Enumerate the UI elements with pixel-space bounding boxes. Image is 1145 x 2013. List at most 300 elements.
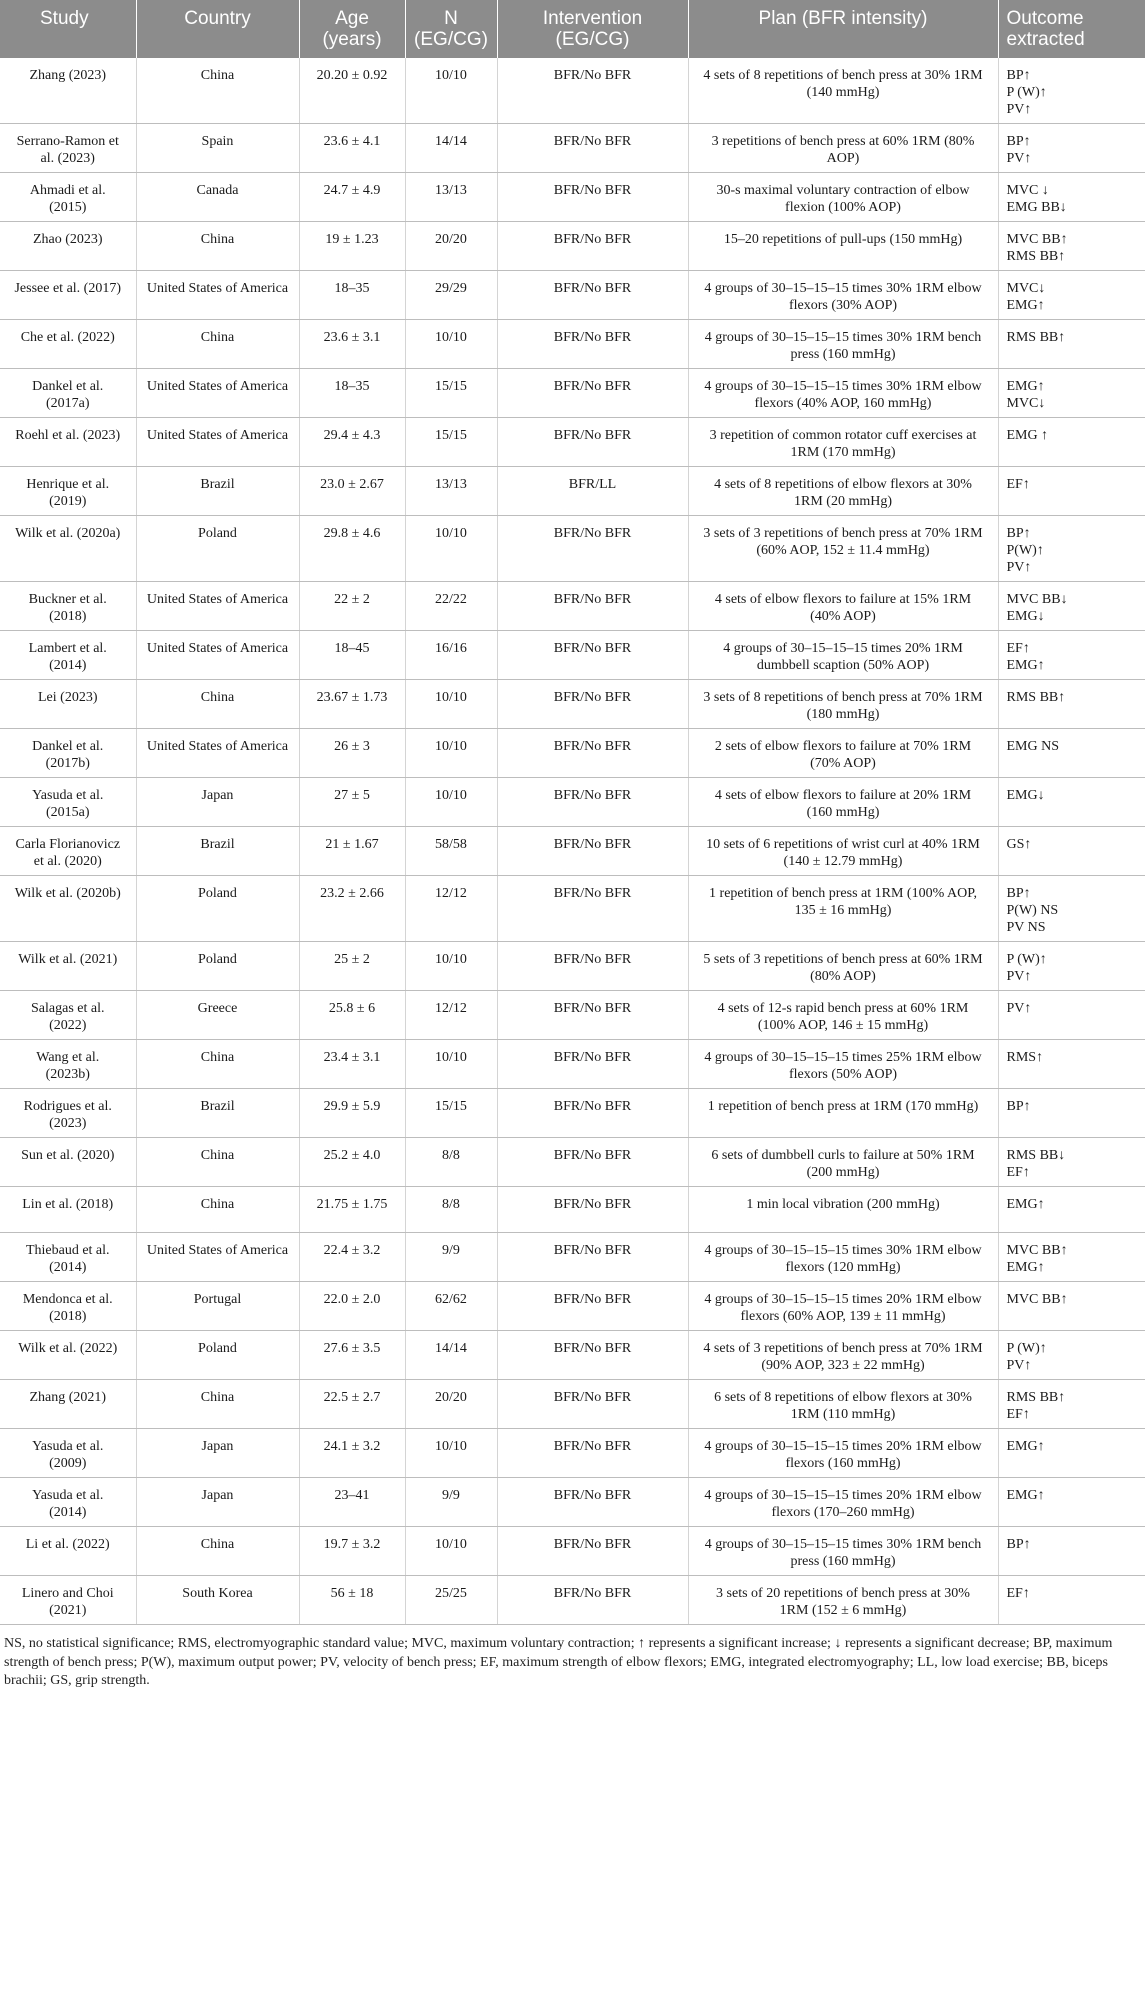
cell-age-text: 23–41	[334, 1488, 370, 1503]
cell-study-text: Carla Florianovicz et al. (2020)	[15, 837, 121, 869]
cell-intervention	[497, 369, 688, 418]
cell-intervention-text: BFR/No BFR	[553, 281, 632, 296]
header-row	[0, 0, 1145, 58]
cell-n-text: 10/10	[435, 1439, 467, 1454]
cell-n	[405, 516, 497, 582]
cell-intervention-text: BFR/No BFR	[553, 690, 632, 705]
cell-n	[405, 582, 497, 631]
cell-n	[405, 1429, 497, 1478]
cell-n-text: 58/58	[435, 837, 467, 852]
cell-intervention-text: BFR/No BFR	[553, 1050, 632, 1065]
header-outcome: Outcome extracted	[998, 0, 1145, 58]
cell-age	[299, 320, 405, 369]
cell-country-text: China	[200, 1537, 235, 1552]
cell-plan-text: 4 sets of 8 repetitions of bench press at 30% 1RM (140 mmHg)	[703, 68, 983, 100]
cell-intervention	[497, 1089, 688, 1138]
cell-n	[405, 467, 497, 516]
cell-country	[136, 58, 299, 124]
cell-outcome-text: RMS BB↑	[1006, 690, 1066, 705]
cell-country	[136, 1576, 299, 1625]
cell-study-text: Roehl et al. (2023)	[15, 428, 121, 443]
cell-n	[405, 222, 497, 271]
cell-n-text: 13/13	[435, 477, 467, 492]
cell-age	[299, 124, 405, 173]
cell-age	[299, 1429, 405, 1478]
cell-age	[299, 1331, 405, 1380]
cell-outcome	[998, 1040, 1145, 1089]
cell-outcome-text: EMG↑	[1006, 1197, 1045, 1212]
cell-intervention-text: BFR/LL	[568, 477, 617, 492]
cell-country	[136, 1187, 299, 1233]
cell-outcome-text: BP↑ P(W)↑ PV↑	[1006, 526, 1044, 575]
cell-intervention	[497, 778, 688, 827]
cell-outcome	[998, 582, 1145, 631]
cell-study	[0, 320, 136, 369]
cell-plan	[688, 680, 998, 729]
cell-age-text: 24.1 ± 3.2	[323, 1439, 381, 1454]
cell-intervention-text: BFR/No BFR	[553, 1586, 632, 1601]
cell-country-text: China	[200, 68, 235, 83]
header-n: N (EG/CG)	[405, 0, 497, 58]
cell-country-text: China	[200, 330, 235, 345]
cell-age-text: 23.6 ± 4.1	[323, 134, 381, 149]
cell-intervention-text: BFR/No BFR	[553, 1439, 632, 1454]
table-row	[0, 729, 1145, 778]
cell-outcome	[998, 369, 1145, 418]
cell-country	[136, 631, 299, 680]
cell-intervention-text: BFR/No BFR	[553, 1292, 632, 1307]
cell-n	[405, 942, 497, 991]
cell-study	[0, 582, 136, 631]
cell-study	[0, 222, 136, 271]
cell-country-text: Brazil	[200, 477, 235, 492]
cell-age-text: 26 ± 3	[334, 739, 370, 754]
cell-country	[136, 222, 299, 271]
cell-intervention	[497, 1187, 688, 1233]
cell-study-text: Thiebaud et al. (2014)	[25, 1243, 110, 1275]
cell-plan-text: 10 sets of 6 repetitions of wrist curl at 40% 1RM (140 ± 12.79 mmHg)	[706, 837, 980, 869]
cell-study	[0, 942, 136, 991]
cell-age-text: 25.8 ± 6	[328, 1001, 376, 1016]
cell-n-text: 16/16	[435, 641, 467, 656]
cell-n	[405, 1478, 497, 1527]
cell-intervention	[497, 1380, 688, 1429]
cell-outcome-text: MVC ↓ EMG BB↓	[1006, 183, 1067, 215]
cell-n-text: 14/14	[435, 134, 467, 149]
cell-intervention-text: BFR/No BFR	[553, 1488, 632, 1503]
cell-n-text: 9/9	[442, 1243, 460, 1258]
cell-age-text: 56 ± 18	[330, 1586, 374, 1601]
cell-n	[405, 320, 497, 369]
cell-country-text: United States of America	[146, 592, 289, 607]
cell-n-text: 20/20	[435, 1390, 467, 1405]
cell-plan	[688, 1187, 998, 1233]
cell-n-text: 15/15	[435, 1099, 467, 1114]
cell-outcome-text: GS↑	[1006, 837, 1032, 852]
table-footnote: NS, no statistical significance; RMS, electromyographic standard value; MVC, maximum voluntary contraction; ↑ represents a significant increase; ↓ represents a significant decrease; BP, maximum strength of bench press; P(W), maximum output power; PV, velocity of bench press; EF, maximum strength of elbow flexors; EMG, integrated electromyography; LL, low load exercise; BB, biceps brachii; GS, grip strength.	[4, 1636, 1113, 1688]
cell-n	[405, 1040, 497, 1089]
cell-n-text: 10/10	[435, 690, 467, 705]
cell-study	[0, 271, 136, 320]
cell-country-text: Poland	[198, 526, 237, 541]
cell-outcome	[998, 124, 1145, 173]
cell-age-text: 29.9 ± 5.9	[323, 1099, 381, 1114]
cell-country-text: United States of America	[146, 379, 289, 394]
cell-outcome-text: RMS BB↑	[1006, 330, 1066, 345]
cell-study-text: Sun et al. (2020)	[21, 1148, 115, 1163]
cell-study-text: Lambert et al. (2014)	[28, 641, 107, 673]
cell-outcome-text: BP↑ PV↑	[1006, 134, 1032, 166]
cell-age-text: 23.6 ± 3.1	[323, 330, 381, 345]
cell-n-text: 10/10	[435, 1537, 467, 1552]
table-row	[0, 582, 1145, 631]
cell-n-text: 12/12	[435, 1001, 467, 1016]
cell-study	[0, 1331, 136, 1380]
cell-plan-text: 3 repetitions of bench press at 60% 1RM (80% AOP)	[711, 134, 975, 166]
cell-intervention	[497, 124, 688, 173]
table-row	[0, 418, 1145, 467]
cell-outcome	[998, 876, 1145, 942]
cell-age-text: 18–35	[334, 281, 370, 296]
cell-age-text: 21 ± 1.67	[325, 837, 379, 852]
cell-plan	[688, 124, 998, 173]
cell-study-text: Ahmadi et al. (2015)	[29, 183, 106, 215]
cell-intervention-text: BFR/No BFR	[553, 1243, 632, 1258]
cell-country	[136, 1282, 299, 1331]
cell-study	[0, 1187, 136, 1233]
cell-age-text: 19.7 ± 3.2	[323, 1537, 381, 1552]
cell-n-text: 10/10	[435, 739, 467, 754]
cell-country-text: South Korea	[182, 1586, 253, 1601]
cell-country	[136, 827, 299, 876]
cell-intervention-text: BFR/No BFR	[553, 1148, 632, 1163]
cell-intervention-text: BFR/No BFR	[553, 1001, 632, 1016]
cell-age-text: 22 ± 2	[334, 592, 370, 607]
cell-country-text: Poland	[198, 952, 237, 967]
cell-study	[0, 680, 136, 729]
cell-country	[136, 1233, 299, 1282]
table-row	[0, 1527, 1145, 1576]
cell-n-text: 15/15	[435, 428, 467, 443]
cell-study-text: Dankel et al. (2017b)	[32, 739, 104, 771]
cell-intervention	[497, 1040, 688, 1089]
cell-age-text: 19 ± 1.23	[325, 232, 379, 247]
table-row	[0, 876, 1145, 942]
cell-study-text: Mendonca et al. (2018)	[22, 1292, 113, 1324]
cell-intervention-text: BFR/No BFR	[553, 1390, 632, 1405]
cell-study	[0, 1089, 136, 1138]
table-header	[0, 0, 1145, 58]
cell-study	[0, 1380, 136, 1429]
cell-country-text: China	[200, 1197, 235, 1212]
cell-country	[136, 991, 299, 1040]
cell-n	[405, 1282, 497, 1331]
cell-plan	[688, 58, 998, 124]
cell-intervention	[497, 729, 688, 778]
cell-study	[0, 369, 136, 418]
cell-country	[136, 1138, 299, 1187]
cell-intervention	[497, 680, 688, 729]
cell-outcome	[998, 680, 1145, 729]
cell-age-text: 18–45	[334, 641, 370, 656]
cell-country-text: Poland	[198, 886, 237, 901]
cell-intervention-text: BFR/No BFR	[553, 68, 632, 83]
cell-n-text: 10/10	[435, 526, 467, 541]
cell-plan-text: 3 sets of 20 repetitions of bench press at 30% 1RM (152 ± 6 mmHg)	[716, 1586, 970, 1618]
table-row	[0, 991, 1145, 1040]
cell-intervention-text: BFR/No BFR	[553, 952, 632, 967]
cell-intervention	[497, 582, 688, 631]
cell-outcome	[998, 942, 1145, 991]
cell-n	[405, 58, 497, 124]
cell-age-text: 23.4 ± 3.1	[323, 1050, 381, 1065]
cell-n	[405, 1187, 497, 1233]
cell-study-text: Che et al. (2022)	[20, 330, 115, 345]
cell-n	[405, 369, 497, 418]
table-row	[0, 124, 1145, 173]
cell-n-text: 10/10	[435, 330, 467, 345]
cell-intervention-text: BFR/No BFR	[553, 1197, 632, 1212]
cell-country-text: United States of America	[146, 641, 289, 656]
cell-intervention	[497, 1138, 688, 1187]
cell-age-text: 22.5 ± 2.7	[323, 1390, 381, 1405]
cell-n-text: 62/62	[435, 1292, 467, 1307]
cell-n-text: 25/25	[435, 1586, 467, 1601]
cell-plan-text: 4 groups of 30–15–15–15 times 20% 1RM elbow flexors (170–260 mmHg)	[704, 1488, 982, 1520]
cell-age-text: 23.0 ± 2.67	[320, 477, 384, 492]
cell-country-text: Poland	[198, 1341, 237, 1356]
cell-plan	[688, 1089, 998, 1138]
cell-country	[136, 173, 299, 222]
cell-study-text: Wang et al. (2023b)	[36, 1050, 100, 1082]
cell-plan-text: 4 sets of 12-s rapid bench press at 60% 1RM (100% AOP, 146 ± 15 mmHg)	[717, 1001, 969, 1033]
cell-country-text: United States of America	[146, 739, 289, 754]
cell-age	[299, 1187, 405, 1233]
cell-n-text: 9/9	[442, 1488, 460, 1503]
cell-plan	[688, 778, 998, 827]
cell-age	[299, 467, 405, 516]
cell-age	[299, 516, 405, 582]
cell-n	[405, 124, 497, 173]
table-row	[0, 1429, 1145, 1478]
cell-intervention-text: BFR/No BFR	[553, 1341, 632, 1356]
cell-plan-text: 4 sets of 8 repetitions of elbow flexors at 30% 1RM (20 mmHg)	[714, 477, 972, 509]
cell-n-text: 10/10	[435, 1050, 467, 1065]
cell-outcome	[998, 1331, 1145, 1380]
cell-outcome	[998, 631, 1145, 680]
cell-intervention	[497, 1527, 688, 1576]
cell-outcome	[998, 222, 1145, 271]
cell-country-text: China	[200, 1050, 235, 1065]
cell-intervention-text: BFR/No BFR	[553, 837, 632, 852]
cell-plan-text: 3 repetition of common rotator cuff exercises at 1RM (170 mmHg)	[709, 428, 977, 460]
cell-plan-text: 4 groups of 30–15–15–15 times 30% 1RM elbow flexors (30% AOP)	[704, 281, 982, 313]
cell-outcome-text: PV↑	[1006, 1001, 1032, 1016]
table-row	[0, 1089, 1145, 1138]
table-body	[0, 58, 1145, 1625]
cell-study	[0, 991, 136, 1040]
cell-study	[0, 1478, 136, 1527]
table-row	[0, 1576, 1145, 1625]
cell-plan-text: 4 groups of 30–15–15–15 times 20% 1RM elbow flexors (60% AOP, 139 ± 11 mmHg)	[704, 1292, 982, 1324]
cell-intervention-text: BFR/No BFR	[553, 330, 632, 345]
cell-study	[0, 729, 136, 778]
cell-n-text: 22/22	[435, 592, 467, 607]
cell-study	[0, 778, 136, 827]
cell-country	[136, 1380, 299, 1429]
table-row	[0, 516, 1145, 582]
cell-study	[0, 1429, 136, 1478]
header-country: Country	[136, 0, 299, 58]
cell-study	[0, 876, 136, 942]
cell-outcome-text: EF↑	[1006, 477, 1030, 492]
cell-country-text: Brazil	[200, 837, 235, 852]
cell-country-text: United States of America	[146, 1243, 289, 1258]
cell-intervention	[497, 222, 688, 271]
cell-outcome	[998, 58, 1145, 124]
cell-plan	[688, 1040, 998, 1089]
cell-n	[405, 680, 497, 729]
cell-intervention	[497, 173, 688, 222]
cell-outcome-text: P (W)↑ PV↑	[1006, 1341, 1047, 1373]
cell-age-text: 21.75 ± 1.75	[316, 1197, 388, 1212]
cell-study-text: Li et al. (2022)	[25, 1537, 110, 1552]
cell-age-text: 22.0 ± 2.0	[323, 1292, 381, 1307]
table-row	[0, 631, 1145, 680]
cell-study-text: Lei (2023)	[38, 690, 98, 705]
cell-outcome-text: MVC BB↓ EMG↓	[1006, 592, 1068, 624]
cell-n	[405, 418, 497, 467]
cell-study-text: Serrano-Ramon et al. (2023)	[16, 134, 119, 166]
table-row	[0, 1187, 1145, 1233]
cell-study	[0, 173, 136, 222]
cell-intervention	[497, 1576, 688, 1625]
cell-country-text: Spain	[201, 134, 234, 149]
cell-age	[299, 631, 405, 680]
cell-n-text: 29/29	[435, 281, 467, 296]
cell-n	[405, 1331, 497, 1380]
cell-outcome	[998, 1576, 1145, 1625]
cell-plan-text: 6 sets of dumbbell curls to failure at 50% 1RM (200 mmHg)	[711, 1148, 975, 1180]
cell-n	[405, 778, 497, 827]
cell-country	[136, 271, 299, 320]
cell-n-text: 10/10	[435, 952, 467, 967]
cell-study-text: Linero and Choi (2021)	[21, 1586, 114, 1618]
cell-outcome-text: EMG ↑	[1006, 428, 1049, 443]
cell-intervention	[497, 1331, 688, 1380]
cell-age-text: 20.20 ± 0.92	[316, 68, 388, 83]
cell-age	[299, 271, 405, 320]
cell-plan-text: 4 groups of 30–15–15–15 times 30% 1RM elbow flexors (120 mmHg)	[704, 1243, 982, 1275]
header-plan: Plan (BFR intensity)	[688, 0, 998, 58]
cell-outcome	[998, 418, 1145, 467]
cell-intervention-text: BFR/No BFR	[553, 739, 632, 754]
cell-n	[405, 1380, 497, 1429]
cell-country	[136, 1478, 299, 1527]
table-row	[0, 942, 1145, 991]
cell-n	[405, 1089, 497, 1138]
cell-plan	[688, 942, 998, 991]
cell-age-text: 25 ± 2	[334, 952, 370, 967]
cell-age	[299, 1576, 405, 1625]
cell-intervention	[497, 271, 688, 320]
cell-intervention-text: BFR/No BFR	[553, 134, 632, 149]
cell-n-text: 12/12	[435, 886, 467, 901]
cell-plan-text: 4 sets of 3 repetitions of bench press at 70% 1RM (90% AOP, 323 ± 22 mmHg)	[703, 1341, 983, 1373]
cell-age	[299, 173, 405, 222]
table-row	[0, 320, 1145, 369]
cell-intervention	[497, 942, 688, 991]
cell-study-text: Wilk et al. (2022)	[18, 1341, 118, 1356]
cell-age	[299, 1282, 405, 1331]
cell-age	[299, 729, 405, 778]
cell-n-text: 13/13	[435, 183, 467, 198]
table-row	[0, 58, 1145, 124]
cell-study-text: Zhang (2021)	[29, 1390, 107, 1405]
cell-plan-text: 30-s maximal voluntary contraction of elbow flexion (100% AOP)	[716, 183, 970, 215]
table-row	[0, 369, 1145, 418]
cell-plan-text: 4 sets of elbow flexors to failure at 20% 1RM (160 mmHg)	[714, 788, 972, 820]
cell-outcome-text: EMG NS	[1006, 739, 1060, 754]
table-row	[0, 1138, 1145, 1187]
cell-n	[405, 1138, 497, 1187]
cell-age-text: 25.2 ± 4.0	[323, 1148, 381, 1163]
cell-plan	[688, 222, 998, 271]
cell-intervention	[497, 1282, 688, 1331]
cell-age-text: 23.2 ± 2.66	[320, 886, 384, 901]
cell-age	[299, 1527, 405, 1576]
cell-intervention-text: BFR/No BFR	[553, 526, 632, 541]
cell-intervention	[497, 1429, 688, 1478]
cell-study	[0, 1233, 136, 1282]
cell-n	[405, 876, 497, 942]
cell-plan	[688, 320, 998, 369]
cell-outcome-text: BP↑	[1006, 1099, 1031, 1114]
cell-plan	[688, 1478, 998, 1527]
table-row	[0, 1040, 1145, 1089]
cell-country-text: China	[200, 1390, 235, 1405]
cell-n-text: 14/14	[435, 1341, 467, 1356]
cell-country	[136, 1040, 299, 1089]
cell-study-text: Salagas et al. (2022)	[31, 1001, 105, 1033]
cell-plan-text: 1 repetition of bench press at 1RM (170 mmHg)	[707, 1099, 979, 1114]
cell-plan	[688, 418, 998, 467]
cell-intervention-text: BFR/No BFR	[553, 428, 632, 443]
cell-country-text: China	[200, 690, 235, 705]
cell-study-text: Yasuda et al. (2015a)	[32, 788, 104, 820]
table-row	[0, 173, 1145, 222]
cell-study-text: Wilk et al. (2020b)	[14, 886, 121, 901]
cell-intervention	[497, 827, 688, 876]
cell-country-text: Greece	[197, 1001, 238, 1016]
cell-n	[405, 173, 497, 222]
cell-age	[299, 1478, 405, 1527]
cell-outcome-text: BP↑ P (W)↑ PV↑	[1006, 68, 1047, 117]
cell-study	[0, 1138, 136, 1187]
cell-country	[136, 1089, 299, 1138]
cell-age	[299, 582, 405, 631]
cell-plan-text: 3 sets of 8 repetitions of bench press at 70% 1RM (180 mmHg)	[703, 690, 983, 722]
cell-outcome-text: MVC BB↑	[1006, 1292, 1068, 1307]
header-age: Age (years)	[299, 0, 405, 58]
cell-outcome	[998, 1233, 1145, 1282]
cell-n-text: 10/10	[435, 788, 467, 803]
cell-plan	[688, 1233, 998, 1282]
cell-plan-text: 4 groups of 30–15–15–15 times 30% 1RM elbow flexors (40% AOP, 160 mmHg)	[704, 379, 982, 411]
cell-country	[136, 1429, 299, 1478]
cell-outcome	[998, 1187, 1145, 1233]
cell-n	[405, 729, 497, 778]
